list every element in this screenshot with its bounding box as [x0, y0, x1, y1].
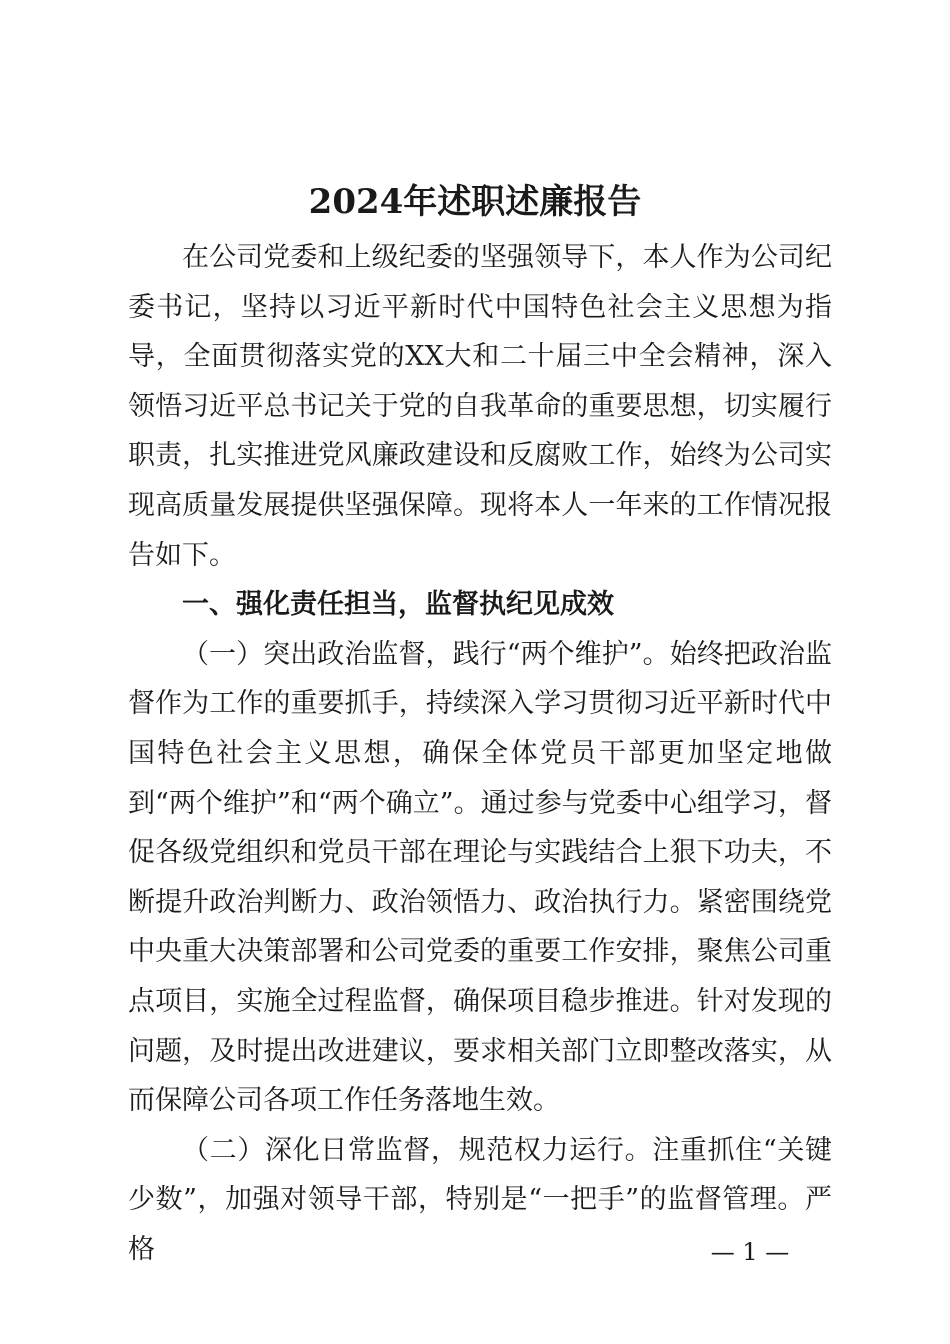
- document-body: [128, 233, 832, 1274]
- page-number: — 1 —: [710, 1238, 790, 1266]
- intro-paragraph: 在公司党委和上级纪委的坚强领导下，本人作为公司纪委书记，坚持以习近平新时代中国特色社会主义思想为指导，全面贯彻落实党的XX大和二十届三中全会精神，深入领悟习近平总书记关于党的自我革命的重要思想，切实履行职责，扎实推进党风廉政建设和反腐败工作，始终为公司实现高质量发展提供坚强保障。现将本人一年来的工作情况报告如下。: [128, 242, 832, 571]
- section1-paragraph-2: （二）深化日常监督，规范权力运行。注重抓住“关键少数”，加强对领导干部，特别是“一把手”的监督管理。严格: [128, 1134, 832, 1265]
- section-heading-1: 一、强化责任担当，监督执纪见成效: [182, 589, 614, 621]
- document-title: 2024年述职述廉报告: [308, 182, 642, 222]
- section1-paragraph-1: （一）突出政治监督，践行“两个维护”。始终把政治监督作为工作的重要抓手，持续深入学习贯彻习近平新时代中国特色社会主义思想，确保全体党员干部更加坚定地做到“两个维护”和“两个确立”。通过参与党委中心组学习，督促各级党组织和党员干部在理论与实践结合上狠下功夫，不断提升政治判断力、政治领悟力、政治执行力。紧密围绕党中央重大决策部署和公司党委的重要工作安排，聚焦公司重点项目，实施全过程监督，确保项目稳步推进。针对发现的问题，及时提出改进建议，要求相关部门立即整改落实，从而保障公司各项工作任务落地生效。: [128, 638, 832, 1117]
